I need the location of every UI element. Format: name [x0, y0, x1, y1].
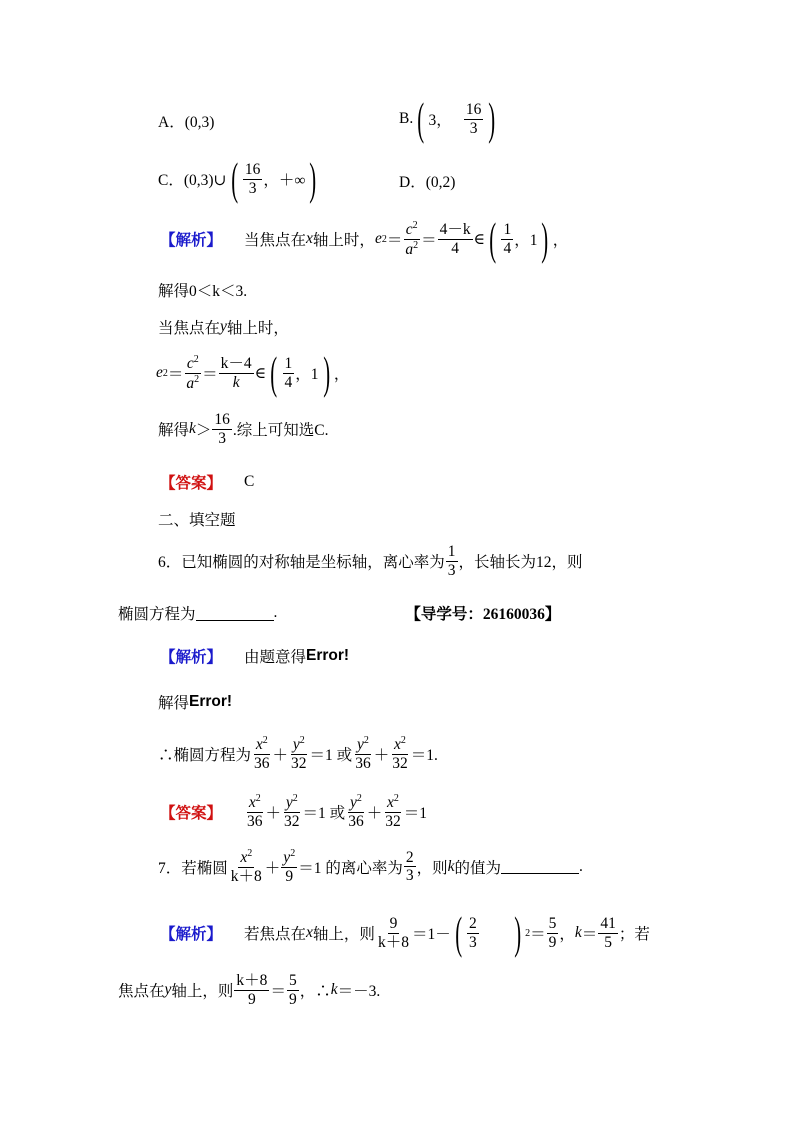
text: 解得0＜k＜3.	[158, 283, 248, 300]
var-k: k	[189, 420, 196, 438]
text: ＝1	[302, 804, 326, 822]
numerator: 5	[288, 972, 297, 989]
text: 轴上，则	[312, 926, 375, 943]
text: ＝1.	[410, 746, 438, 764]
eq: ＝	[421, 232, 437, 249]
option-c: C．(0,3)∪ ( $\frac{16}{3}$ ，＋∞ )	[158, 153, 317, 204]
text: ＝－3.	[337, 983, 381, 1001]
section-title: 二、填空题	[158, 512, 236, 529]
exp: 2	[247, 848, 253, 859]
var-y: y	[292, 736, 300, 754]
numerator: 16	[214, 411, 230, 428]
var-y: y	[164, 981, 172, 999]
text: .	[579, 857, 583, 875]
var-c: c	[186, 354, 194, 372]
exp: 2	[525, 927, 531, 939]
denominator: 3	[469, 119, 478, 137]
option-a	[158, 110, 214, 132]
text: ，1	[295, 366, 319, 383]
q5-line3	[158, 316, 289, 338]
denominator: k＋8	[377, 933, 409, 951]
denominator: 32	[284, 812, 300, 830]
denominator: 32	[385, 812, 401, 830]
eq: ＝	[202, 366, 218, 383]
denominator: 4	[503, 239, 512, 257]
text: ，	[333, 366, 350, 383]
var-k: k	[330, 981, 338, 999]
denominator: 3	[447, 561, 456, 579]
var-a: a	[186, 374, 195, 392]
section-heading	[158, 508, 236, 530]
text: 由题意得	[244, 649, 307, 666]
denominator: 36	[348, 812, 364, 830]
answer-value: C	[244, 473, 255, 490]
q5-line2	[158, 279, 247, 301]
q6-stem	[158, 543, 583, 580]
exp: 2	[381, 233, 387, 245]
exp: 2	[162, 367, 168, 379]
var-k: k	[574, 924, 582, 941]
text: 椭圆方程为	[118, 606, 196, 623]
option-b-lower: 3，	[428, 112, 452, 129]
eq: ＝	[530, 926, 546, 943]
denominator: 32	[392, 754, 408, 772]
text: 当焦点在	[244, 232, 307, 249]
var-c: c	[405, 220, 413, 238]
q6-result: ∴椭圆方程为 $x^2$ 36 ＋ $y^2$ 32 ＝1 或 $y^2$ 36 ＋ $x^2$ 32 ＝1.	[158, 735, 438, 772]
text: 若焦点在	[244, 926, 307, 943]
q5-line5	[158, 411, 329, 448]
numerator: 1	[284, 354, 293, 372]
denominator: 36	[355, 754, 371, 772]
text: 当焦点在	[158, 320, 221, 337]
eq: ＝	[270, 983, 286, 1001]
text: 或	[329, 804, 346, 822]
q6-answer: 【答案】 $x^2$ 36 ＋ $y^2$ 32 ＝1 或 $y^2$ 36 ＋ $x^2$ 32 ＝1	[160, 793, 427, 830]
text: 或	[336, 746, 353, 764]
numerator: 16	[244, 160, 261, 178]
option-b-label: B.	[399, 110, 414, 127]
numerator: 2	[405, 848, 414, 866]
denominator: k＋8	[230, 867, 262, 885]
text: ，则	[416, 859, 448, 877]
numerator: 4－k	[439, 220, 471, 238]
q5-answer	[160, 471, 254, 493]
eq: ＝	[167, 366, 184, 383]
numerator: 41	[600, 914, 616, 932]
numerator: 1	[447, 543, 456, 560]
var-e: e	[156, 364, 163, 381]
exp: 2	[299, 735, 305, 746]
text: .综上可知选C.	[232, 422, 329, 440]
q7-analysis-2	[118, 972, 380, 1009]
exp: 2	[356, 793, 362, 804]
var-x: x	[306, 230, 313, 247]
var-x: x	[394, 736, 401, 754]
text: ∴椭圆方程为	[158, 746, 252, 764]
text: ＝1	[403, 804, 427, 822]
exp: 2	[262, 735, 268, 746]
denominator: 9	[548, 933, 557, 951]
text: 轴上时，	[312, 232, 375, 249]
var-x: x	[387, 794, 394, 812]
text: 解得	[158, 695, 190, 712]
in: ∈	[254, 364, 267, 382]
text: 7．若椭圆	[158, 859, 228, 877]
answer-label: 【答案】	[160, 804, 223, 822]
analysis-label: 【解析】	[160, 649, 223, 666]
text: 焦点在	[118, 983, 165, 1001]
numerator: 16	[465, 100, 482, 118]
gt: ＞	[195, 422, 212, 440]
var-e: e	[374, 230, 382, 247]
denominator: 4	[284, 373, 293, 391]
var-x: x	[255, 736, 263, 754]
analysis-label: 【解析】	[160, 926, 223, 943]
exp: 2	[363, 735, 369, 746]
exp: 2	[412, 219, 418, 231]
error-text: Error!	[189, 693, 233, 710]
q6-solve	[158, 691, 232, 713]
text: 6．已知椭圆的对称轴是坐标轴，离心率为	[158, 554, 445, 572]
text: ，	[552, 232, 569, 249]
q5-line4: e 2 ＝ $c^2$ $a^2$ ＝ $\frac{k-4}{k}$ ∈ ( $\frac{1}{4}$ ，1 ) ，	[156, 347, 350, 398]
q7-stem: 7．若椭圆 $x^2$ k＋8 ＋ $y^2$ 9 ＝1 的离心率为 $\frac{2}{3}$ ，则 k 的值为 .	[158, 848, 583, 885]
exp: 2	[290, 848, 296, 859]
denominator: 36	[247, 812, 263, 830]
text: ＝1 的离心率为	[298, 859, 403, 877]
eq: ＝	[386, 232, 403, 249]
var-y: y	[356, 736, 364, 754]
numerator: 1	[503, 220, 512, 238]
exp: 2	[193, 353, 199, 365]
var-a: a	[405, 240, 414, 258]
eq: ＝	[581, 926, 598, 943]
var-y: y	[349, 794, 357, 812]
q6-stem-2	[118, 602, 560, 624]
denominator: 3	[405, 867, 414, 885]
numerator: 2	[469, 914, 477, 932]
denominator: 3	[218, 429, 227, 447]
var-x: x	[248, 794, 256, 812]
text: .	[273, 604, 278, 621]
option-c-label: C．(0,3)∪	[158, 172, 227, 189]
error-text: Error!	[306, 647, 350, 664]
answer-label: 【答案】	[160, 475, 223, 492]
q7-analysis: 【解析】 若焦点在 x 轴上，则 $\frac{9}{k+8}$ ＝1－ ( $\frac{2}{3}$ ) 2 ＝ $\frac{5}{9}$ ， k ＝ $\frac{41}{5}$ ；若	[160, 907, 650, 958]
denominator: 5	[604, 933, 612, 951]
numerator: 9	[389, 914, 398, 932]
exp: 2	[393, 793, 399, 804]
option-a-text: A．(0,3)	[158, 114, 215, 131]
analysis-label: 【解析】	[160, 232, 223, 249]
var-y: y	[220, 318, 227, 335]
text: ，长轴长为12，则	[458, 554, 583, 572]
text: ，∴	[299, 983, 331, 1001]
exp: 2	[292, 793, 298, 804]
text: ＝1	[309, 746, 333, 764]
text: 的值为	[454, 859, 501, 877]
denominator: 36	[254, 754, 270, 772]
text: 轴上时，	[226, 320, 289, 337]
numerator: k－4	[220, 354, 252, 372]
var-x: x	[240, 849, 248, 867]
exp: 2	[255, 793, 261, 804]
text: ＝1－	[411, 926, 451, 943]
denominator: 9	[248, 990, 256, 1008]
text: ，	[559, 926, 575, 943]
denominator: 32	[291, 754, 307, 772]
var-y: y	[283, 849, 291, 867]
numerator: 5	[548, 914, 557, 932]
denominator: 3	[469, 933, 477, 951]
var-k: k	[447, 857, 455, 875]
text: 解得	[158, 422, 190, 440]
answer-blank	[501, 859, 579, 874]
text: ，1	[514, 232, 538, 249]
reference-number: 【导学号：26160036】	[405, 606, 561, 623]
option-d	[399, 170, 455, 192]
denominator: 4	[451, 239, 459, 257]
option-b: B. ( 3， $\frac{16}{3}$ )	[399, 93, 496, 144]
denominator: 9	[288, 990, 297, 1008]
exp: 2	[194, 373, 200, 385]
var-y: y	[285, 794, 293, 812]
denominator: 3	[248, 179, 257, 197]
exp: 2	[400, 735, 406, 746]
numerator: k＋8	[236, 972, 268, 989]
text: ；若	[618, 926, 650, 943]
q5-analysis-line1: 【解析】 当焦点在 x 轴上时， e 2 ＝ $c^2$ $a^2$ ＝ $\frac{4-k}{4}$ ∈ ( $\frac{1}{4}$ ，1 ) ，	[160, 213, 569, 264]
denominator: 9	[285, 867, 294, 885]
text: 轴上，则	[171, 983, 234, 1001]
var-x: x	[306, 924, 313, 941]
in: ∈	[473, 230, 486, 248]
denominator: k	[232, 373, 240, 391]
option-c-upper: ，＋∞	[263, 172, 306, 189]
q6-analysis	[160, 645, 349, 667]
option-d-text: D．(0,2)	[399, 174, 456, 191]
exp: 2	[413, 239, 419, 251]
answer-blank	[196, 606, 274, 621]
